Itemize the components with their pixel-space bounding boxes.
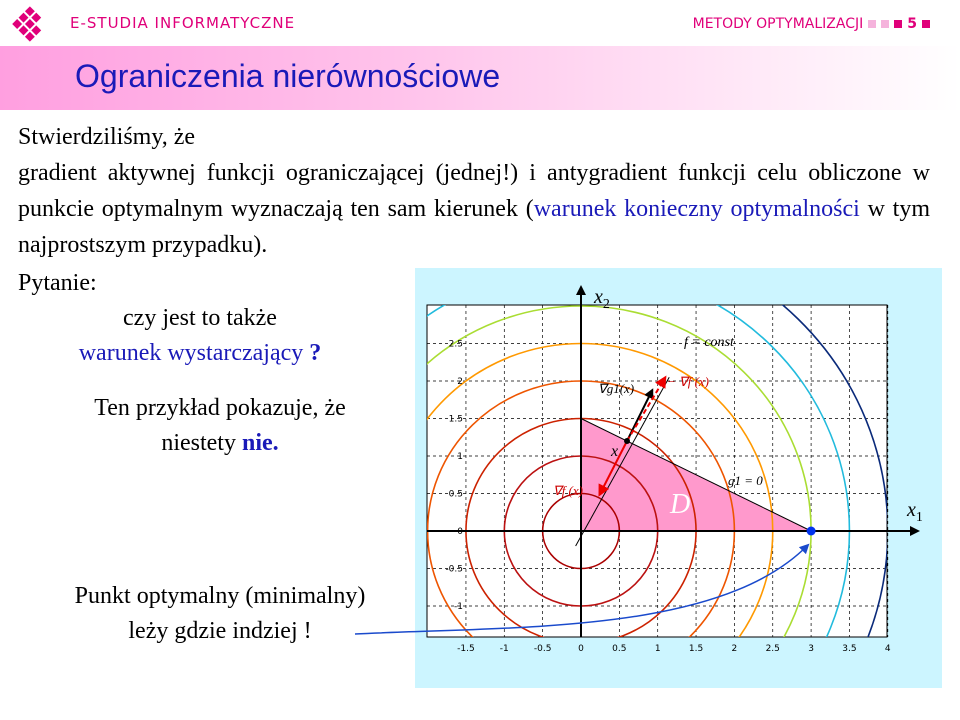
optimal-line1: Punkt optymalny (minimalny) [74, 583, 366, 609]
x-tick-label: 1.5 [688, 644, 704, 654]
grad-f-label: ∇f (x) [553, 483, 583, 498]
intro-part1: gradient aktywnej funkcji ograniczającej (jednej!) i antygradient funkcji celu obliczone w punkcie optymalnym wyznaczają ten sam kierunek ( [18, 160, 930, 222]
optimum-point [807, 527, 816, 536]
x-tick-label: 2.5 [765, 644, 780, 654]
intro-line1: Stwierdziliśmy, że [18, 124, 196, 150]
example-answer: nie. [241, 430, 279, 456]
point-x-label: x [611, 443, 619, 460]
page-number: 5 [907, 16, 917, 32]
y-tick-label: 1 [457, 452, 463, 462]
x-tick-labels [457, 644, 891, 654]
y-tick-label: 0 [457, 527, 463, 537]
region-label: D [670, 489, 691, 520]
intro-part2: w tym najprostszym przypadku). [18, 196, 930, 258]
y-tick-label: 1.5 [448, 414, 463, 425]
neg-grad-f-label: − ∇f (x) [667, 374, 710, 389]
course-name: METODY OPTYMALIZACJI [692, 16, 864, 32]
y-tick-label: 2 [457, 377, 463, 387]
y-tick-label: -1 [454, 602, 463, 612]
x-tick-label: -1.5 [457, 644, 475, 654]
g1-zero-label: g1 = 0 [728, 473, 763, 488]
x-tick-label: -0.5 [533, 644, 552, 654]
y-tick-label: 0.5 [448, 489, 463, 500]
x-tick-label: 4 [884, 644, 891, 654]
sufficient-condition: warunek wystarczający [78, 340, 304, 366]
question-label: Pytanie: [18, 270, 97, 296]
y-tick-label: -0.5 [445, 564, 463, 575]
x-tick-label: 3 [808, 644, 814, 654]
x-tick-label: 3.5 [842, 644, 857, 654]
slide-title: Ograniczenia nierównościowe [75, 58, 501, 94]
question-mark: ? [309, 340, 322, 366]
point-x [624, 438, 630, 444]
y-tick-label: 2.5 [448, 339, 463, 350]
example-prefix: niestety [161, 430, 242, 456]
intro-necessary-condition: warunek konieczny optymalności [533, 196, 860, 222]
question-line1: czy jest to także [123, 305, 277, 331]
x-tick-label: 2 [731, 644, 738, 654]
y-axis-label: $x_2$ [594, 286, 610, 312]
x-axis-label: $x_1$ [907, 499, 923, 525]
grad-g1-label: ∇g1(x) [598, 381, 635, 396]
x-tick-label: 0 [578, 644, 584, 654]
example-line1: Ten przykład pokazuje, że [94, 395, 346, 421]
optimal-line2: leży gdzie indziej ! [128, 618, 312, 644]
brand-name: E-STUDIA INFORMATYCZNE [70, 14, 296, 32]
x-tick-label: -1 [499, 644, 509, 654]
x-tick-label: 1 [654, 644, 661, 654]
x-tick-label: 0.5 [612, 644, 627, 654]
f-const-label: f = const [684, 335, 734, 350]
